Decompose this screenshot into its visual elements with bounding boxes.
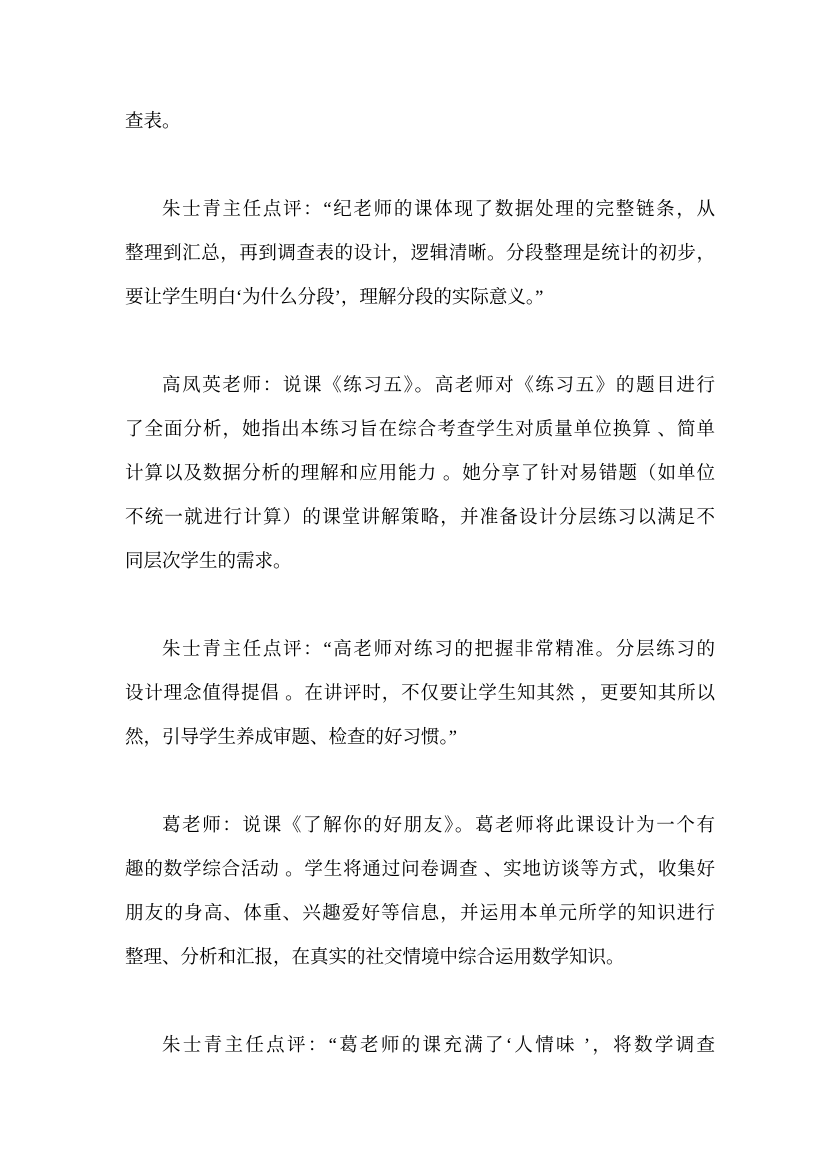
paragraph <box>125 100 715 144</box>
paragraph <box>125 804 715 980</box>
text-line: 设计理念值得提倡 。在讲评时，不仅要让学生知其然 ，更要知其所以 <box>125 684 715 704</box>
paragraph <box>125 364 715 584</box>
document-content <box>125 100 715 1068</box>
text-line: 朋友的身高、体重、兴趣爱好等信息，并运用本单元所学的知识进行 <box>125 904 715 924</box>
text-line: 不统一就进行计算）的课堂讲解策略，并准备设计分层练习以满足不 <box>125 508 715 528</box>
text-line: 整理、分析和汇报，在真实的社交情境中综合运用数学知识。 <box>125 948 625 968</box>
text-line: 同层次学生的需求。 <box>125 552 292 572</box>
text-line: 趣的数学综合活动 。学生将通过问卷调查 、实地访谈等方式，收集好 <box>125 860 715 880</box>
text-line: 高凤英老师：说课《练习五》。高老师对《练习五》的题目进行 <box>162 376 715 396</box>
paragraph <box>125 188 715 320</box>
text-line: 了全面分析，她指出本练习旨在综合考查学生对质量单位换算 、简单 <box>125 420 715 440</box>
text-line: 葛老师：说课《了解你的好朋友》。葛老师将此课设计为一个有 <box>162 816 715 836</box>
text-line: 朱士青主任点评：“高老师对练习的把握非常精准。分层练习的 <box>162 640 715 660</box>
text-line: 整理到汇总，再到调查表的设计，逻辑清晰。分段整理是统计的初步， <box>125 244 715 264</box>
text-line: 朱士青主任点评：“葛老师的课充满了‘人情味 ’，将数学调查 <box>162 1036 715 1056</box>
paragraph <box>125 628 715 760</box>
text-line: 计算以及数据分析的理解和应用能力 。她分享了针对易错题（如单位 <box>125 464 715 484</box>
text-line: 查表。 <box>125 112 181 132</box>
text-line: 朱士青主任点评：“纪老师的课体现了数据处理的完整链条，从 <box>162 200 715 220</box>
paragraph <box>125 1024 715 1068</box>
text-line: 然，引导学生养成审题、检查的好习惯。” <box>125 728 457 748</box>
text-line: 要让学生明白‘为什么分段’，理解分段的实际意义。” <box>125 288 544 308</box>
